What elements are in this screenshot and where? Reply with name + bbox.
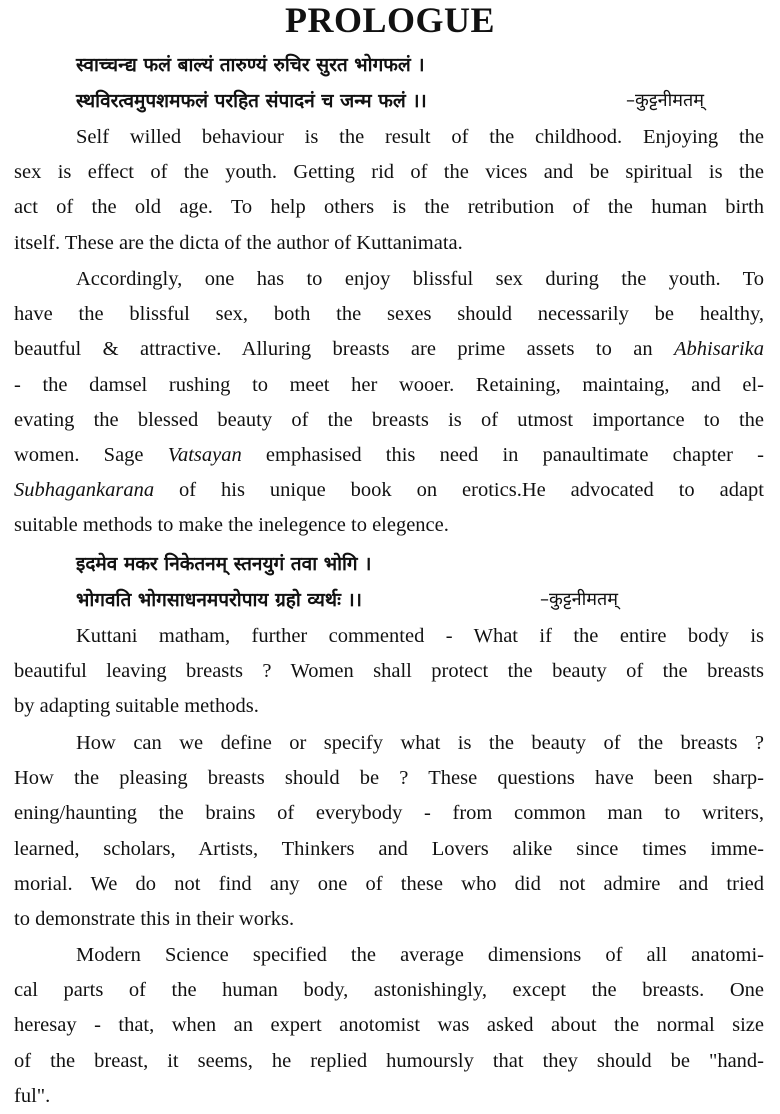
verse1-line2: स्थविरत्वमुपशमफलं परहित संपादनं च जन्म फलं ।।: [76, 90, 427, 112]
para4-line: to demonstrate this in their works.: [14, 908, 295, 931]
term-abhisarika: Abhisarika: [674, 338, 764, 361]
page-title: PROLOGUE: [284, 0, 495, 40]
para5-line: Modern Science specified the average dimensions of all anatomi-: [76, 944, 764, 966]
verse2-line2: भोगवति भोगसाधनमपरोपाय ग्रहो व्यर्थः ।।: [76, 589, 362, 611]
verse2-line1: इदमेव मकर निकेतनम् स्तनयुगं तवा भोगि ।: [76, 553, 372, 575]
para2-line: evating the blessed beauty of the breasts is of utmost importance to the: [14, 408, 764, 431]
para2-line: - the damsel rushing to meet her wooer. Retaining, maintaing, and el-: [14, 373, 764, 396]
paragraph-3: [14, 619, 764, 725]
para3-line: beautiful leaving breasts ? Women shall protect the beauty of the breasts: [14, 660, 764, 683]
para5-line: ful".: [14, 1084, 51, 1107]
term-subhagankarana: Subhagankarana: [14, 479, 155, 502]
paragraph-2: [14, 262, 764, 544]
para2-text: women. Sage: [14, 444, 168, 467]
para3-line: by adapting suitable methods.: [14, 695, 259, 718]
para2-text: beautful & attractive. Alluring breasts are prime assets to an: [14, 338, 675, 361]
para4-line: ening/haunting the brains of everybody - from common man to writers,: [14, 802, 764, 825]
paragraph-5: [14, 938, 764, 1114]
para1-line: sex is effect of the youth. Getting rid of the vices and be spiritual is the: [14, 161, 764, 184]
para4-line: morial. We do not find any one of these who did not admire and tried: [14, 872, 764, 895]
term-vatsayan: Vatsayan: [167, 444, 242, 467]
para5-line: of the breast, it seems, he replied humoursly that they should be "hand-: [14, 1049, 764, 1072]
verse1-line1: स्वाच्चन्द्य फलं बाल्यं तारुण्यं रुचिर सुरत भोगफलं ।: [76, 54, 425, 76]
para3-line: Kuttani matham, further commented - What if the entire body is: [76, 625, 764, 647]
paragraph-4: [14, 726, 764, 937]
para5-line: cal parts of the human body, astonishingly, except the breasts. One: [14, 979, 764, 1002]
para2-line: suitable methods to make the inelegence to elegence.: [14, 514, 449, 537]
para5-line: heresay - that, when an expert anotomist was asked about the normal size: [14, 1014, 764, 1037]
para2-text: emphasised this need in panaultimate chapter -: [241, 444, 764, 467]
para2-text: of his unique book on erotics.He advocated to adapt: [154, 479, 764, 502]
verse1-source: –कुट्टनीमतम्: [626, 90, 705, 111]
verse2-source: –कुट्टनीमतम्: [540, 589, 619, 610]
para2-line: Accordingly, one has to enjoy blissful sex during the youth. To: [76, 268, 764, 290]
para1-line: Self willed behaviour is the result of the childhood. Enjoying the: [76, 126, 764, 148]
paragraph-1: [14, 120, 764, 261]
para4-line: learned, scholars, Artists, Thinkers and Lovers alike since times imme-: [14, 837, 764, 860]
para4-line: How the pleasing breasts should be ? These questions have been sharp-: [14, 767, 764, 790]
para1-line: act of the old age. To help others is the retribution of the human birth: [14, 196, 764, 219]
para2-line: have the blissful sex, both the sexes should necessarily be healthy,: [14, 303, 764, 326]
para1-line: itself. These are the dicta of the author of Kuttanimata.: [14, 231, 463, 254]
para2-line: [14, 438, 764, 473]
para2-line: [14, 473, 764, 508]
para2-line: [14, 332, 764, 367]
para4-line: How can we define or specify what is the beauty of the breasts ?: [76, 732, 764, 754]
